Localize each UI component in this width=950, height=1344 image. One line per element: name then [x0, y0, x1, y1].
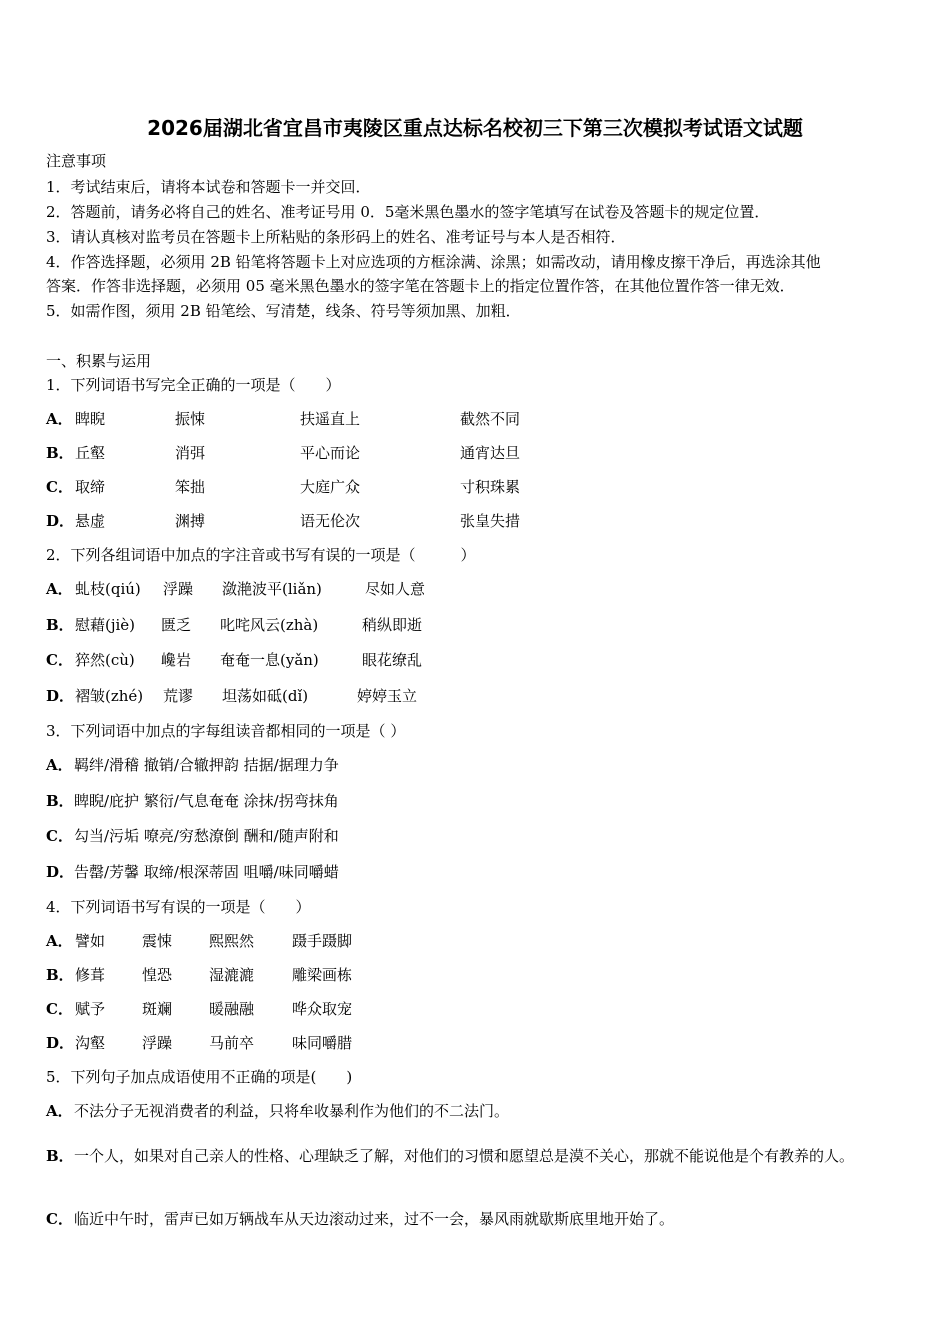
- option-word: 荒谬: [163, 687, 194, 705]
- option-word: 丘壑: [75, 444, 106, 462]
- option-text: 睥睨/庇护 繁衍/气息奄奄 涂抹/拐弯抹角: [74, 792, 339, 810]
- option-word: 稍纵即逝: [362, 616, 423, 634]
- option-word: 修葺: [75, 966, 106, 984]
- option-label: A．: [46, 1102, 73, 1120]
- notice-item: 答案．作答非选择题，必须用 05 毫米黑色墨水的签字笔在答题卡上的指定位置作答，在其他位置作答一律无效．: [46, 277, 795, 295]
- option-text: 勾当/污垢 嘹亮/穷愁潦倒 酬和/随声附和: [74, 827, 339, 845]
- option-word: 蹑手蹑脚: [292, 932, 353, 950]
- question-4-stem: 4．下列词语书写有误的一项是（ ）: [46, 898, 311, 916]
- notice-item: 5．如需作图，须用 2B 铅笔绘、写清楚，线条、符号等须加黑、加粗．: [46, 302, 521, 320]
- option-word: 味同嚼腊: [292, 1034, 353, 1052]
- option-word: 坦荡如砥(dǐ): [222, 687, 309, 705]
- option-word: 张皇失措: [460, 512, 521, 530]
- option-word: 斑斓: [142, 1000, 173, 1018]
- option-label: B．: [46, 444, 74, 462]
- option-word: 暖融融: [209, 1000, 255, 1018]
- option-text: 临近中午时，雷声已如万辆战车从天边滚动过来，过不一会，暴风雨就歇斯底里地开始了。: [74, 1210, 675, 1228]
- option-word: 语无伦次: [300, 512, 361, 530]
- option-word: 消弭: [175, 444, 206, 462]
- option-label: C．: [46, 651, 73, 669]
- section-heading: 一、积累与运用: [46, 352, 152, 370]
- option-word: 寸积珠累: [460, 478, 521, 496]
- option-label: D．: [46, 863, 75, 881]
- option-text: 不法分子无视消费者的利益，只将牟收暴利作为他们的不二法门。: [74, 1102, 510, 1120]
- option-word: 通宵达旦: [460, 444, 521, 462]
- option-word: 雕梁画栋: [292, 966, 353, 984]
- notice-item: 1．考试结束后，请将本试卷和答题卡一并交回．: [46, 178, 371, 196]
- option-label: A．: [46, 410, 73, 428]
- option-word: 浮躁: [163, 580, 194, 598]
- option-word: 浮躁: [142, 1034, 173, 1052]
- option-word: 渊搏: [175, 512, 206, 530]
- option-word: 笨拙: [175, 478, 206, 496]
- question-5-stem: 5．下列句子加点成语使用不正确的项是( ): [46, 1068, 353, 1086]
- option-word: 譬如: [75, 932, 106, 950]
- option-text: 告罄/芳馨 取缔/根深蒂固 咀嚼/味同嚼蜡: [74, 863, 339, 881]
- question-2-stem: 2．下列各组词语中加点的字注音或书写有误的一项是（ ）: [46, 546, 476, 564]
- option-label: D．: [46, 512, 75, 530]
- option-label: D．: [46, 1034, 75, 1052]
- option-label: A．: [46, 932, 73, 950]
- option-word: 眼花缭乱: [362, 651, 423, 669]
- option-word: 褶皱(zhé): [75, 687, 144, 705]
- option-word: 熙熙然: [209, 932, 255, 950]
- option-word: 尽如人意: [365, 580, 426, 598]
- option-label: A．: [46, 580, 73, 598]
- option-word: 湿漉漉: [209, 966, 255, 984]
- option-word: 平心而论: [300, 444, 361, 462]
- option-word: 叱咤风云(zhà): [220, 616, 319, 634]
- option-text: 羁绊/滑稽 撤销/合辙押韵 拮据/据理力争: [74, 756, 339, 774]
- question-3-stem: 3．下列词语中加点的字每组读音都相同的一项是（ ）: [46, 722, 406, 740]
- option-label: C．: [46, 1210, 73, 1228]
- option-word: 慰藉(jiè): [75, 616, 136, 634]
- option-word: 赋予: [75, 1000, 106, 1018]
- option-word: 婷婷玉立: [357, 687, 418, 705]
- option-word: 扶遥直上: [300, 410, 361, 428]
- option-label: B．: [46, 1147, 74, 1165]
- option-label: C．: [46, 827, 73, 845]
- option-word: 睥睨: [75, 410, 106, 428]
- option-label: D．: [46, 687, 75, 705]
- option-label: C．: [46, 478, 73, 496]
- option-word: 匮乏: [161, 616, 192, 634]
- option-label: B．: [46, 616, 74, 634]
- option-label: A．: [46, 756, 73, 774]
- option-label: B．: [46, 966, 74, 984]
- option-word: 沟壑: [75, 1034, 106, 1052]
- option-word: 取缔: [75, 478, 106, 496]
- option-word: 截然不同: [460, 410, 521, 428]
- option-word: 巉岩: [161, 651, 192, 669]
- option-word: 惶恐: [142, 966, 173, 984]
- option-word: 奄奄一息(yǎn): [220, 651, 319, 669]
- option-word: 哗众取宠: [292, 1000, 353, 1018]
- option-word: 猝然(cù): [75, 651, 135, 669]
- notice-item: 4．作答选择题，必须用 2B 铅笔将答题卡上对应选项的方框涂满、涂黑；如需改动，请用橡皮擦干净后，再选涂其他: [46, 253, 821, 271]
- option-word: 潋滟波平(liǎn): [222, 580, 322, 598]
- question-1-stem: 1．下列词语书写完全正确的一项是（ ）: [46, 376, 341, 394]
- option-text: 一个人，如果对自己亲人的性格、心理缺乏了解，对他们的习惯和愿望总是漠不关心，那就不能说他是个有教养的人。: [74, 1147, 855, 1165]
- option-word: 悬虚: [75, 512, 106, 530]
- option-word: 大庭广众: [300, 478, 361, 496]
- notice-item: 3．请认真核对监考员在答题卡上所粘贴的条形码上的姓名、准考证号与本人是否相符．: [46, 228, 626, 246]
- notice-item: 2．答题前，请务必将自己的姓名、准考证号用 0．5毫米黑色墨水的签字笔填写在试卷及答题卡的规定位置．: [46, 203, 770, 221]
- option-word: 马前卒: [209, 1034, 255, 1052]
- option-word: 虬枝(qiú): [75, 580, 141, 598]
- option-label: B．: [46, 792, 74, 810]
- option-word: 震悚: [142, 932, 173, 950]
- option-word: 振悚: [175, 410, 206, 428]
- option-label: C．: [46, 1000, 73, 1018]
- notice-heading: 注意事项: [46, 152, 107, 170]
- page-title: 2026届湖北省宜昌市夷陵区重点达标名校初三下第三次模拟考试语文试题: [147, 116, 803, 140]
